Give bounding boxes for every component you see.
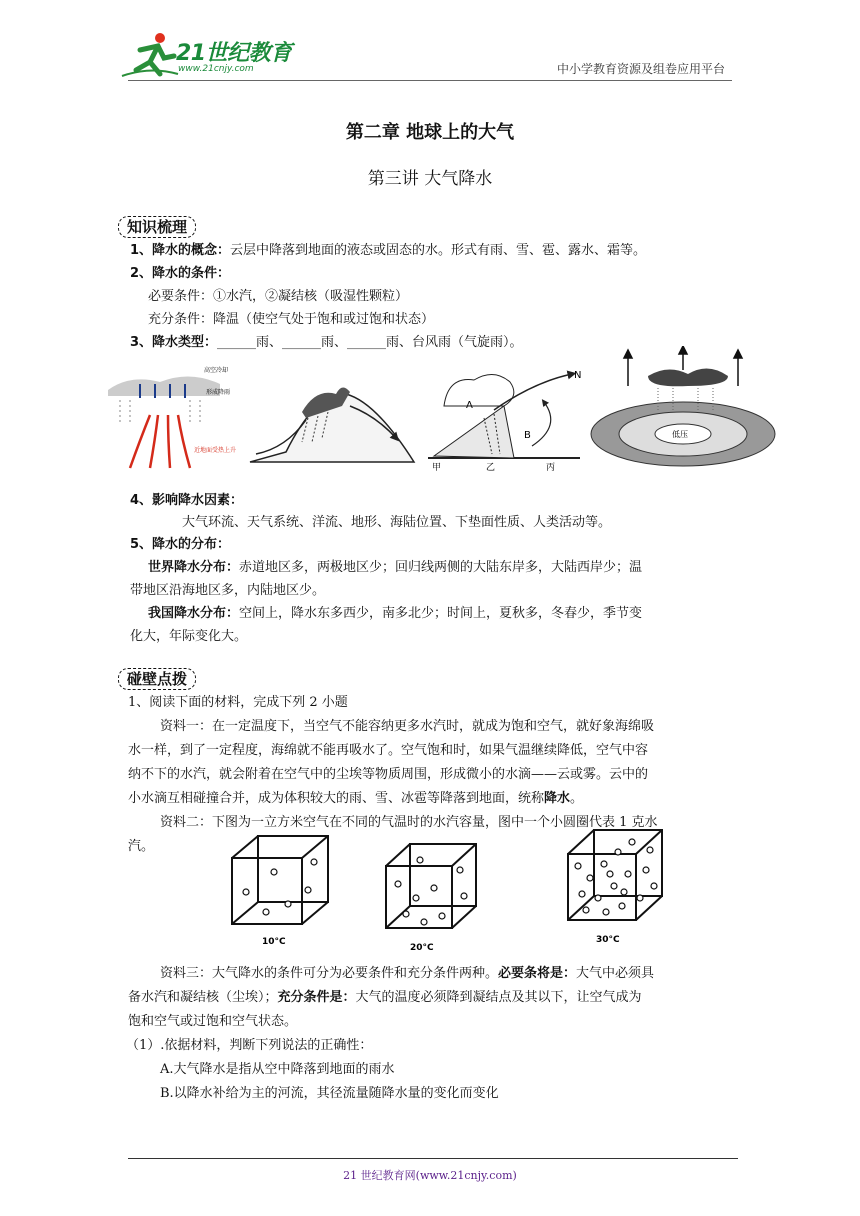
logo-text: 21世纪教育 [176, 41, 292, 66]
china-distribution-line1 [148, 603, 642, 625]
fig3-label-b: B [524, 430, 531, 441]
fig1-label-mid: 形成降雨 [206, 389, 231, 396]
item-5-label-text: 5、降水的分布： [130, 537, 231, 552]
material-1-line4-a: 小水滴互相碰撞合并，成为体积较大的雨、雪、冰雹等降落到地面，统称 [128, 791, 545, 806]
item-4-label-text: 4、影响降水因素： [130, 493, 244, 508]
material-1-keyword: 降水 [544, 791, 571, 806]
footer-divider [128, 1158, 738, 1159]
material-3-line1 [160, 962, 654, 986]
orographic-rain-figure [246, 372, 416, 466]
question-1: 1、阅读下面的材料，完成下列 2 小题 [128, 695, 348, 710]
fig3-label-n: N [574, 370, 582, 381]
item-1 [130, 240, 646, 262]
item-3-text: ______雨、______雨、______雨、台风雨（气旋雨）。 [217, 335, 523, 350]
chapter-title: 第二章 地球上的大气 [345, 122, 515, 143]
material-3-line2-a: 备水汽和凝结核（尘埃）； [128, 990, 278, 1005]
option-b: B.以降水补给为主的河流，其径流量随降水量的变化而变化 [160, 1086, 499, 1101]
material-3-sufficient-label: 充分条件是： [277, 990, 356, 1005]
cube-30c-figure [562, 826, 672, 946]
fig3-label-yi: 乙 [486, 463, 496, 473]
material-1-line4-c: 。 [570, 791, 584, 806]
section-badge-tips [118, 668, 196, 689]
question-1-1: （1）.依据材料，判断下列说法的正确性： [126, 1038, 373, 1053]
material-1-line2: 水一样，到了一定程度，海绵就不能再吸水了。空气饱和时，如果气温继续降低，空气中容 [128, 743, 649, 758]
fig3-label-jia: 甲 [432, 463, 442, 473]
item-2-sufficient: 充分条件：降温（使空气处于饱和或过饱和状态） [148, 312, 435, 327]
item-2-label: 2、降水的条件： [130, 266, 231, 281]
item-4-label [130, 490, 243, 512]
runner-icon [120, 30, 180, 80]
item-1-text: 云层中降落到地面的液态或固态的水。形式有雨、雪、雹、露水、霜等。 [230, 243, 647, 258]
china-text-1: 空间上，降水东多西少，南多北少；时间上，夏秋多，冬春少，季节变 [239, 606, 643, 621]
cube-label-20: 20°C [410, 943, 434, 953]
lecture-title: 第三讲 大气降水 [367, 169, 493, 189]
frontal-rain-figure [424, 366, 584, 474]
option-a: A.大气降水是指从空中降落到地面的雨水 [160, 1062, 395, 1077]
section-badge-text: 知识梳理 [118, 216, 196, 238]
item-1-label: 1、降水的概念： [130, 243, 231, 258]
fig4-label-center: 低压 [672, 430, 688, 439]
material-2-line2: 汽。 [128, 839, 155, 854]
material-1-line3: 纳不下的水汽，就会附着在空气中的尘埃等物质周围，形成微小的水滴——云或雾。云中的 [128, 767, 649, 782]
fig1-label-bottom: 近地面受热上升 [194, 447, 237, 454]
china-distribution-line2: 化大，年际变化大。 [130, 629, 248, 644]
item-3 [130, 332, 523, 354]
material-3-line2 [128, 986, 642, 1010]
material-3-necessary-label: 必要条将是： [498, 966, 577, 981]
world-label: 世界降水分布： [148, 560, 240, 575]
item-4-text: 大气环流、天气系统、洋流、地形、海陆位置、下垫面性质、人类活动等。 [182, 515, 612, 530]
world-distribution-line2: 带地区沿海地区多，内陆地区少。 [130, 583, 326, 598]
footer-text: 21 世纪教育网(www.21cnjy.com) [343, 1169, 517, 1182]
material-1-line1: 资料一：在一定温度下，当空气不能容纳更多水汽时，就成为饱和空气，就好象海绵吸 [160, 719, 655, 734]
section-badge-text-2: 碰壁点拨 [118, 668, 196, 690]
cube-20c-figure [380, 840, 490, 954]
cube-label-30: 30°C [596, 935, 620, 945]
fig3-label-a: A [466, 400, 473, 411]
world-text-1: 赤道地区多，两极地区少；回归线两侧的大陆东岸多，大陆西岸少；温 [239, 560, 643, 575]
item-3-label: 3、降水类型： [130, 335, 218, 350]
section-badge-knowledge [118, 216, 196, 237]
material-2-line1: 资料二：下图为一立方米空气在不同的气温时的水汽容量，图中一个小圆圈代表 1 克水 [160, 815, 658, 830]
header-divider [128, 80, 732, 81]
cube-10c-figure [226, 832, 336, 950]
china-label: 我国降水分布： [148, 606, 240, 621]
world-distribution-line1 [148, 557, 642, 579]
item-2-necessary: 必要条件：①水汽，②凝结核（吸湿性颗粒） [148, 289, 409, 304]
material-1-line4 [128, 787, 583, 811]
item-2 [130, 263, 230, 285]
material-3-line1-a: 资料三：大气降水的条件可分为必要条件和充分条件两种。 [160, 966, 499, 981]
header-platform-text: 中小学教育资源及组卷应用平台 [556, 62, 725, 76]
material-3-line3: 饱和空气或过饱和空气状态。 [128, 1014, 298, 1029]
logo-url: www.21cnjy.com [178, 64, 254, 74]
material-3-line2-c: 大气的温度必须降到凝结点及其以下，让空气成为 [355, 990, 642, 1005]
fig1-label-top: 高空冷却 [204, 367, 229, 374]
material-3-line1-c: 大气中必须具 [576, 966, 655, 981]
cyclone-rain-figure [588, 346, 778, 470]
item-5-label [130, 534, 230, 556]
fig3-label-bing: 丙 [546, 463, 556, 473]
convection-rain-figure [100, 360, 260, 472]
cube-label-10: 10°C [262, 937, 286, 947]
